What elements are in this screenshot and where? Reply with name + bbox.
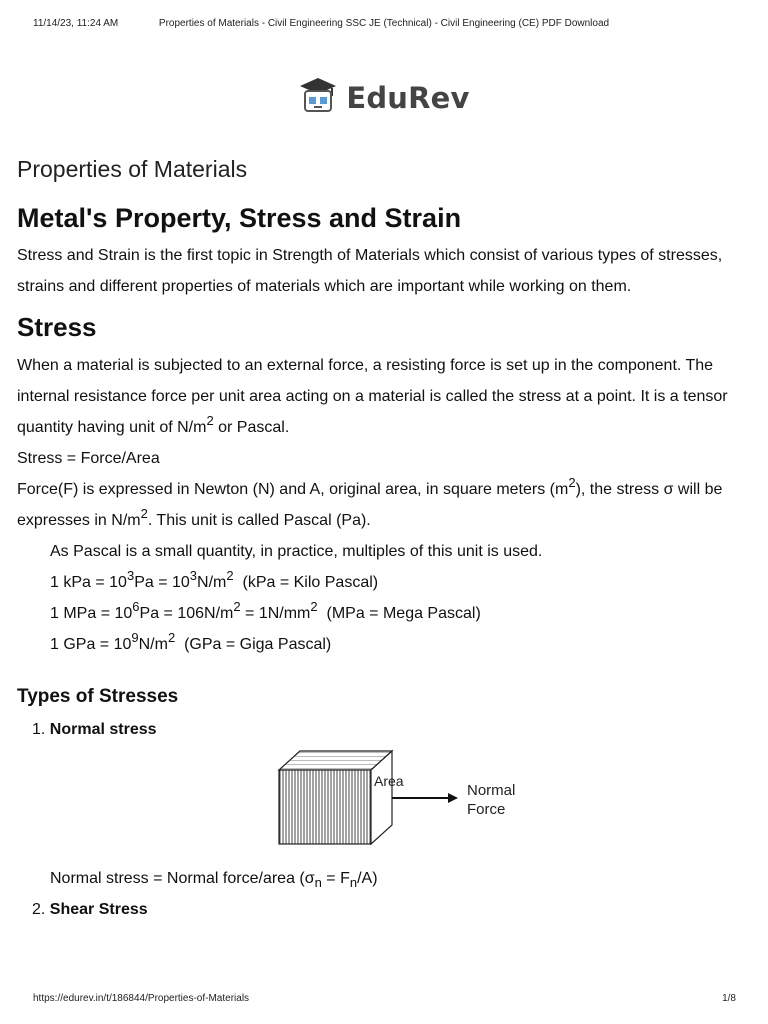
normal-force-label-1: Normal (467, 782, 516, 799)
normal-force-label-2: Force (467, 801, 506, 818)
stress-formula: Stress = Force/Area (17, 450, 160, 467)
print-url: https://edurev.in/t/186844/Properties-of-Materials (33, 993, 250, 1004)
block-front-face (279, 770, 371, 844)
logo-text: EduRev (346, 80, 470, 115)
stress-heading: Stress (17, 312, 97, 342)
doc-subtitle: Properties of Materials (17, 156, 248, 182)
list-item-shear-stress: 2. Shear Stress (32, 901, 148, 918)
kpa-line: 1 kPa = $10^3Pa = 10^3N/m^2$ (kPa = Kilo Pascal) (50, 568, 379, 591)
pascal-note: As Pascal is a small quantity, in practice, multiples of this unit is used. (50, 543, 543, 560)
gpa-line: 1 GPa = $10^9N/m^2$ (GPa = Giga Pascal) (50, 630, 332, 653)
normal-stress-figure (17, 745, 752, 863)
graduation-cap-robot-icon (298, 76, 338, 119)
page-number: 1/8 (722, 993, 736, 1004)
print-date: 11/14/23, 11:24 AM (33, 18, 119, 29)
area-label: Area (374, 773, 404, 789)
types-of-stresses-heading: Types of Stresses (17, 686, 179, 707)
doc-heading: Metal's Property, Stress and Strain (17, 203, 462, 233)
intro-paragraph: Stress and Strain is the first topic in Strength of Materials which consist of various types of stresses, strains and different properties of materials which are important while working on them. (17, 247, 723, 295)
mpa-line: 1 MPa = $10^6Pa = 106N/m^2 = 1N/mm^2$ (MPa = Mega Pascal) (50, 599, 481, 622)
force-paragraph: Force(F) is expressed in Newton (N) and A, original area, in square meters $(m^2)$, the stress σ will be expresses in $N/m^2$. This unit is called Pascal (Pa). (17, 475, 723, 529)
document-body (17, 152, 752, 925)
normal-stress-formula: Normal stress = Normal force/area $(\sigma_n = F_n/A)$ (50, 870, 378, 890)
edurev-logo[interactable] (0, 76, 768, 119)
print-page-title: Properties of Materials - Civil Engineering SSC JE (Technical) - Civil Engineering (CE) PDF Download (158, 18, 610, 29)
list-item-normal-stress: 1. Normal stress (32, 721, 157, 738)
stress-definition: When a material is subjected to an external force, a resisting force is set up in the component. The internal resistance force per unit area acting on a material is called the stress at a point. It is a tensor quantity having unit of $N/m^2$ or Pascal. (17, 357, 728, 436)
force-arrowhead (448, 793, 458, 803)
